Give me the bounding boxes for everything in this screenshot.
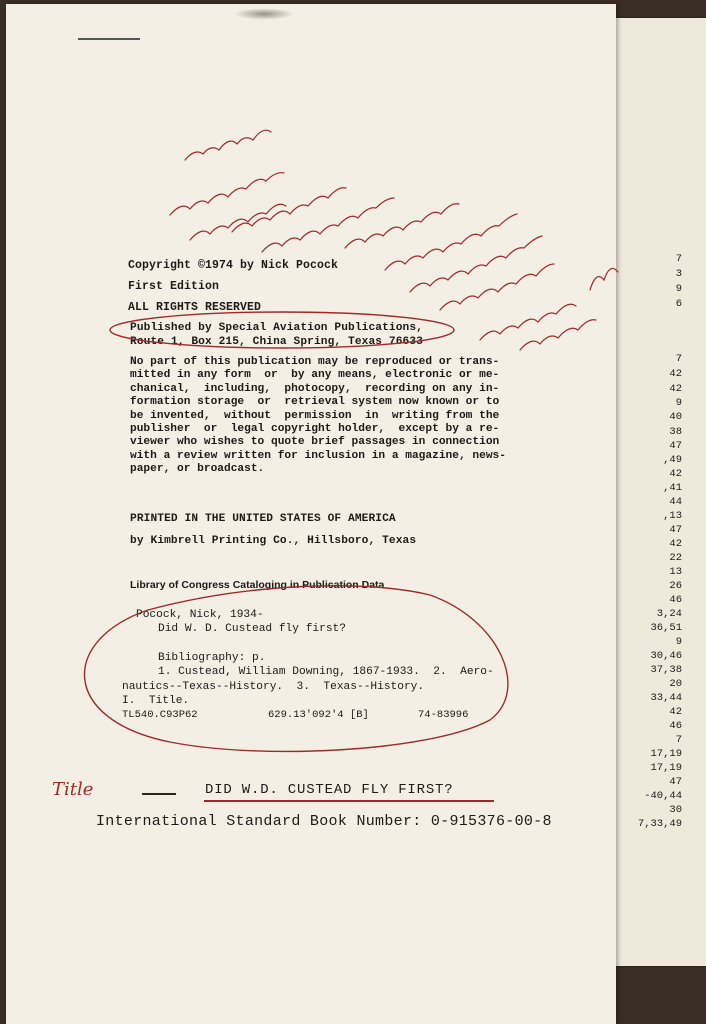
index-number: 9 [675,397,682,409]
cip-title: Did W. D. Custead fly first? [158,623,346,636]
index-number: 20 [669,678,682,690]
notice-line: No part of this publication may be reproduced or trans- [130,356,500,368]
index-number: 3,24 [656,608,682,620]
index-number: 42 [669,368,682,380]
notice-line: chanical, including, photocopy, recording on any in- [130,382,500,395]
staple-mark [234,8,294,20]
index-number: 3 [675,268,682,280]
title-dash [142,793,176,795]
index-number: 47 [669,440,682,452]
cip-bibliography: Bibliography: p. [158,651,266,664]
index-number: 47 [669,524,682,536]
index-number: 36,51 [650,622,682,634]
index-number: 42 [669,383,682,395]
cip-author: Pocock, Nick, 1934- [136,609,264,621]
index-number: 9 [675,636,682,648]
index-number: ,49 [663,454,682,466]
index-number: 17,19 [650,748,682,760]
cip-heading: Library of Congress Cataloging in Publication Data [130,579,385,591]
index-number: 6 [675,298,682,310]
handwritten-title-label: Title [52,779,94,800]
index-number: 30,46 [650,650,682,662]
notice-line: paper, or broadcast. [130,463,265,476]
edition-line: First Edition [128,280,220,293]
title-underline [204,800,494,802]
cip-subject-line: 1. Custead, William Downing, 1867-1933. 2. Aero- [158,666,494,679]
cip-subject-line: I. Title. [122,695,190,708]
index-number: 7 [675,253,682,265]
notice-line: formation storage or retrieval system now known or to [130,396,500,409]
publisher-line-2: Route 1, Box 215, China Spring, Texas 76633 [130,336,423,348]
index-number: 47 [669,776,682,788]
index-number: 46 [669,594,682,606]
index-number: 30 [669,804,682,816]
notice-line: viewer who wishes to quote brief passages in connection [130,436,500,449]
cip-subject-line: nautics--Texas--History. 3. Texas--History. [122,680,425,693]
index-number: 7 [675,734,682,746]
index-number: 37,38 [650,664,682,676]
cip-dewey-number: 629.13'092'4 [B] [268,709,369,722]
index-number: 17,19 [650,762,682,774]
book-title: DID W.D. CUSTEAD FLY FIRST? [205,782,454,798]
index-number: 22 [669,552,682,564]
cip-block [122,608,494,723]
index-number: 38 [669,426,682,438]
notice-line: with a review written for inclusion in a magazine, news- [130,449,506,462]
cip-lc-number: TL540.C93P62 [122,709,198,722]
notice-line: mitted in any form or by any means, electronic or me- [130,369,500,382]
index-number: 33,44 [650,692,682,704]
index-number: 13 [669,566,682,578]
rights-line: ALL RIGHTS RESERVED [128,301,262,314]
rights-notice [130,356,530,477]
index-number: 42 [669,538,682,550]
index-number: ,13 [663,510,682,522]
index-number: 46 [669,720,682,732]
index-number: 26 [669,580,682,592]
cip-card-number: 74-83996 [418,709,469,722]
printer-line: by Kimbrell Printing Co., Hillsboro, Texas [130,535,417,547]
notice-line: publisher or legal copyright holder, except by a re- [130,423,500,436]
index-number: 9 [675,283,682,295]
index-number: 42 [669,468,682,480]
index-number: 44 [669,496,682,508]
copyright-line: Copyright ©1974 by Nick Pocock [128,259,339,272]
index-number: 7,33,49 [637,818,682,830]
printed-in-line: PRINTED IN THE UNITED STATES OF AMERICA [130,513,396,525]
isbn-line: International Standard Book Number: 0-915376-00-8 [96,813,552,830]
notice-line: be invented, without permission in writing from the [130,409,500,422]
index-number: 42 [669,706,682,718]
publisher-line-1: Published by Special Aviation Publications, [130,322,423,334]
staple-line [78,38,140,40]
cip-classification-line [122,708,494,722]
index-number: ,41 [663,482,682,494]
index-number: 40 [669,411,682,423]
index-number: -40,44 [644,790,682,802]
index-number: 7 [675,353,682,365]
